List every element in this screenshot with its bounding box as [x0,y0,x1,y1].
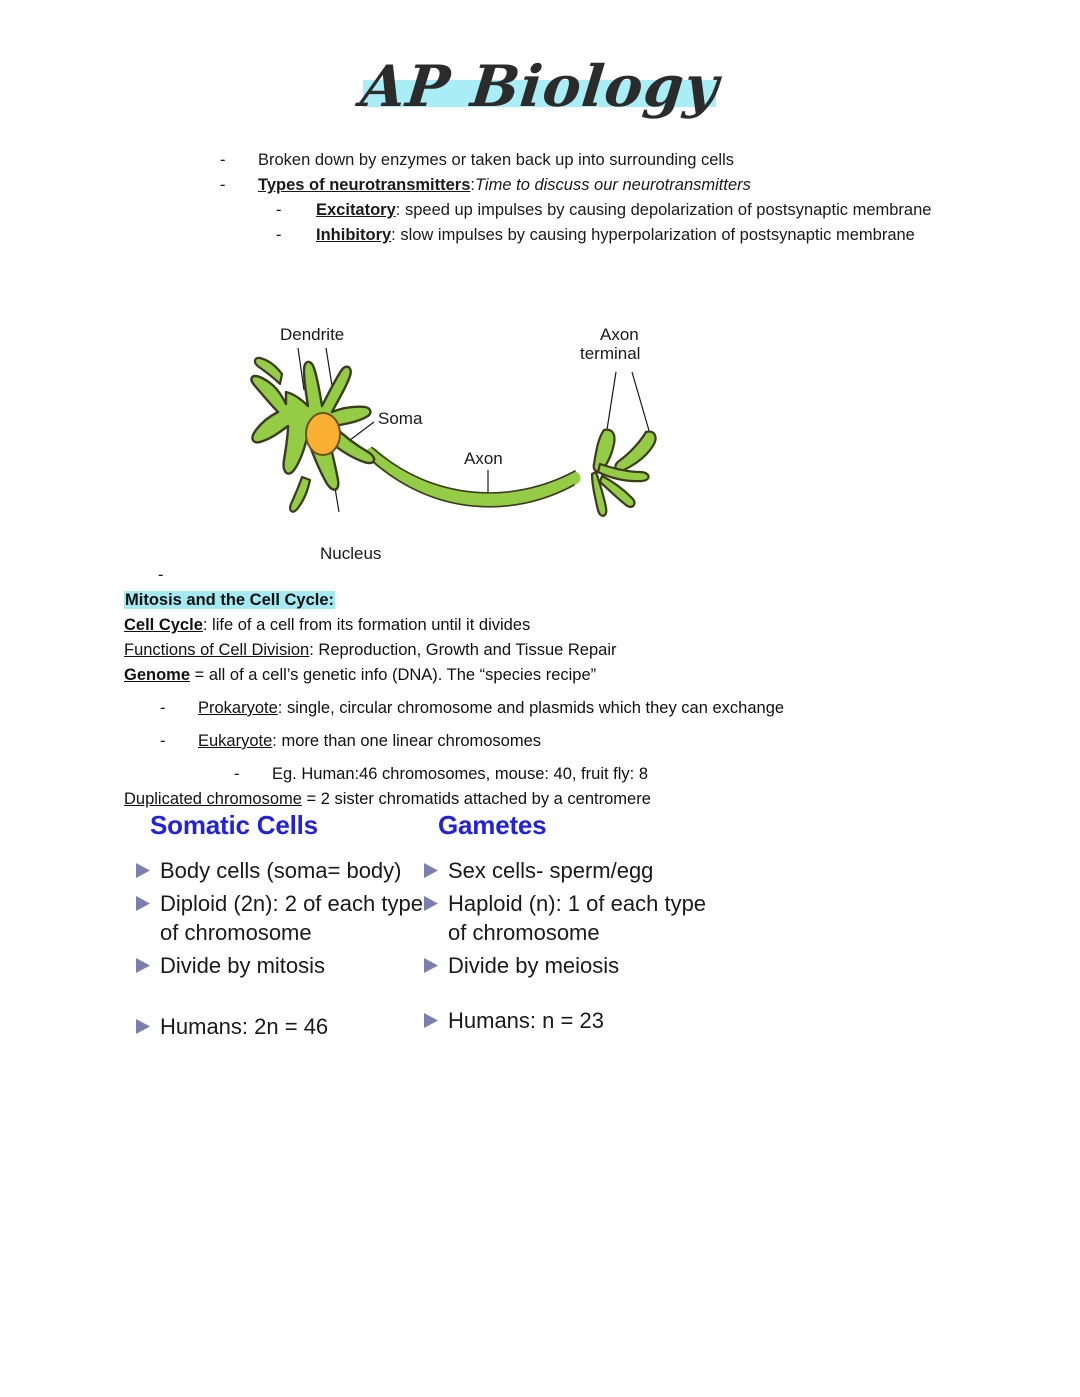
list-item [424,856,714,885]
list-item-label: Divide by meiosis [448,953,620,978]
notes-section [124,148,954,248]
dendrite-label: Dendrite [280,325,345,344]
dash-bullet: - [276,226,282,244]
neuron-diagram [222,312,692,570]
dash-bullet: - [220,176,226,194]
list-item-label: Divide by mitosis [160,953,326,978]
somatic-gametes-comparison [128,808,828,1098]
triangle-bullet-icon [136,863,150,878]
dash-bullet: - [220,151,226,169]
excitatory-text: : speed up impulses by causing depolarization of postsynaptic membrane [395,201,932,219]
list-item [220,173,954,198]
list-item [160,729,954,754]
list-item-label: Haploid (n): 1 of each type of chromosome [448,891,707,945]
triangle-bullet-icon [424,896,438,911]
functions-label: Functions of Cell Division [124,641,310,659]
somatic-cells-list [136,856,426,1041]
list-item-label: Broken down by enzymes or taken back up into surrounding cells [258,151,735,169]
somatic-cells-column [136,808,426,1045]
list-item-label: Body cells (soma= body) [160,858,402,883]
eukaryote-text: : more than one linear chromosomes [272,732,542,750]
inhibitory-text: : slow impulses by causing hyperpolarization of postsynaptic membrane [391,226,915,244]
cell-cycle-label: Cell Cycle [124,616,203,634]
axon-label: Axon [464,449,503,468]
genome-text: = all of a cell’s genetic info (DNA). The “species recipe” [190,666,597,684]
eukaryote-label: Eukaryote [198,732,273,750]
types-of-neurotransmitters-line [258,173,954,198]
list-item [136,1012,426,1041]
gametes-list [424,856,714,1035]
example-text: Eg. Human:46 chromosomes, mouse: 40, fruit fly: 8 [272,765,648,783]
somatic-cells-heading: Somatic Cells [150,810,318,840]
functions-line [124,638,954,663]
types-label: Types of neurotransmitters [258,176,471,194]
duplicated-text: = 2 sister chromatids attached by a centromere [301,790,651,808]
nucleus-label: Nucleus [320,544,382,563]
gametes-heading: Gametes [438,810,547,840]
prokaryote-line [198,696,954,721]
dendrite-tip [290,477,310,512]
list-item [220,148,954,173]
mitosis-header-line [124,588,954,613]
functions-text: : Reproduction, Growth and Tissue Repair [309,641,617,659]
document-title-block [0,44,1080,134]
duplicated-label: Duplicated chromosome [124,790,302,808]
mitosis-section [124,588,954,812]
stray-dash-bullet: - [158,566,164,584]
cell-cycle-text: : life of a cell from its formation until it divides [202,616,531,634]
list-item [160,696,954,721]
list-item [136,856,426,885]
mitosis-header: Mitosis and the Cell Cycle: [125,591,335,609]
list-item [424,1006,714,1035]
list-item-label: Sex cells- sperm/egg [448,858,654,883]
genome-label: Genome [124,666,191,684]
list-item [424,951,714,980]
soma-label: Soma [378,409,423,428]
triangle-bullet-icon [424,863,438,878]
triangle-bullet-icon [136,958,150,973]
dash-bullet: - [234,765,240,783]
prokaryote-label: Prokaryote [198,699,278,717]
triangle-bullet-icon [136,896,150,911]
axon-terminal-label-line2: terminal [580,344,641,363]
list-item-label: Diploid (2n): 2 of each type of chromosome [160,891,423,945]
list-item [136,889,426,947]
inhibitory-label: Inhibitory [316,226,392,244]
excitatory-label: Excitatory [316,201,396,219]
triangle-bullet-icon [424,1013,438,1028]
prokaryote-text: : single, circular chromosome and plasmids which they can exchange [277,699,785,717]
axon-terminal-label-line1: Axon [600,325,639,344]
list-item-label: Humans: 2n = 46 [160,1014,329,1039]
dash-bullet: - [276,201,282,219]
list-item [276,198,954,223]
triangle-bullet-icon [424,958,438,973]
genome-line [124,663,954,688]
types-italic-note: Time to discuss our neurotransmitters [475,176,751,194]
dash-bullet: - [160,732,166,750]
page-title: AP Biology [357,53,723,120]
list-item [276,223,954,248]
eukaryote-line [198,729,954,754]
excitatory-line [316,198,954,223]
list-item [424,889,714,947]
nucleus-shape [306,413,340,455]
types-colon: : [470,176,475,194]
list-item [136,951,426,980]
gametes-column [424,808,714,1039]
triangle-bullet-icon [136,1019,150,1034]
list-item [234,762,954,787]
neuron-svg [222,312,692,570]
dash-bullet: - [160,699,166,717]
cell-cycle-line [124,613,954,638]
axon-terminal-shape [592,430,656,516]
list-item-label: Humans: n = 23 [448,1008,604,1033]
inhibitory-line [316,223,954,248]
